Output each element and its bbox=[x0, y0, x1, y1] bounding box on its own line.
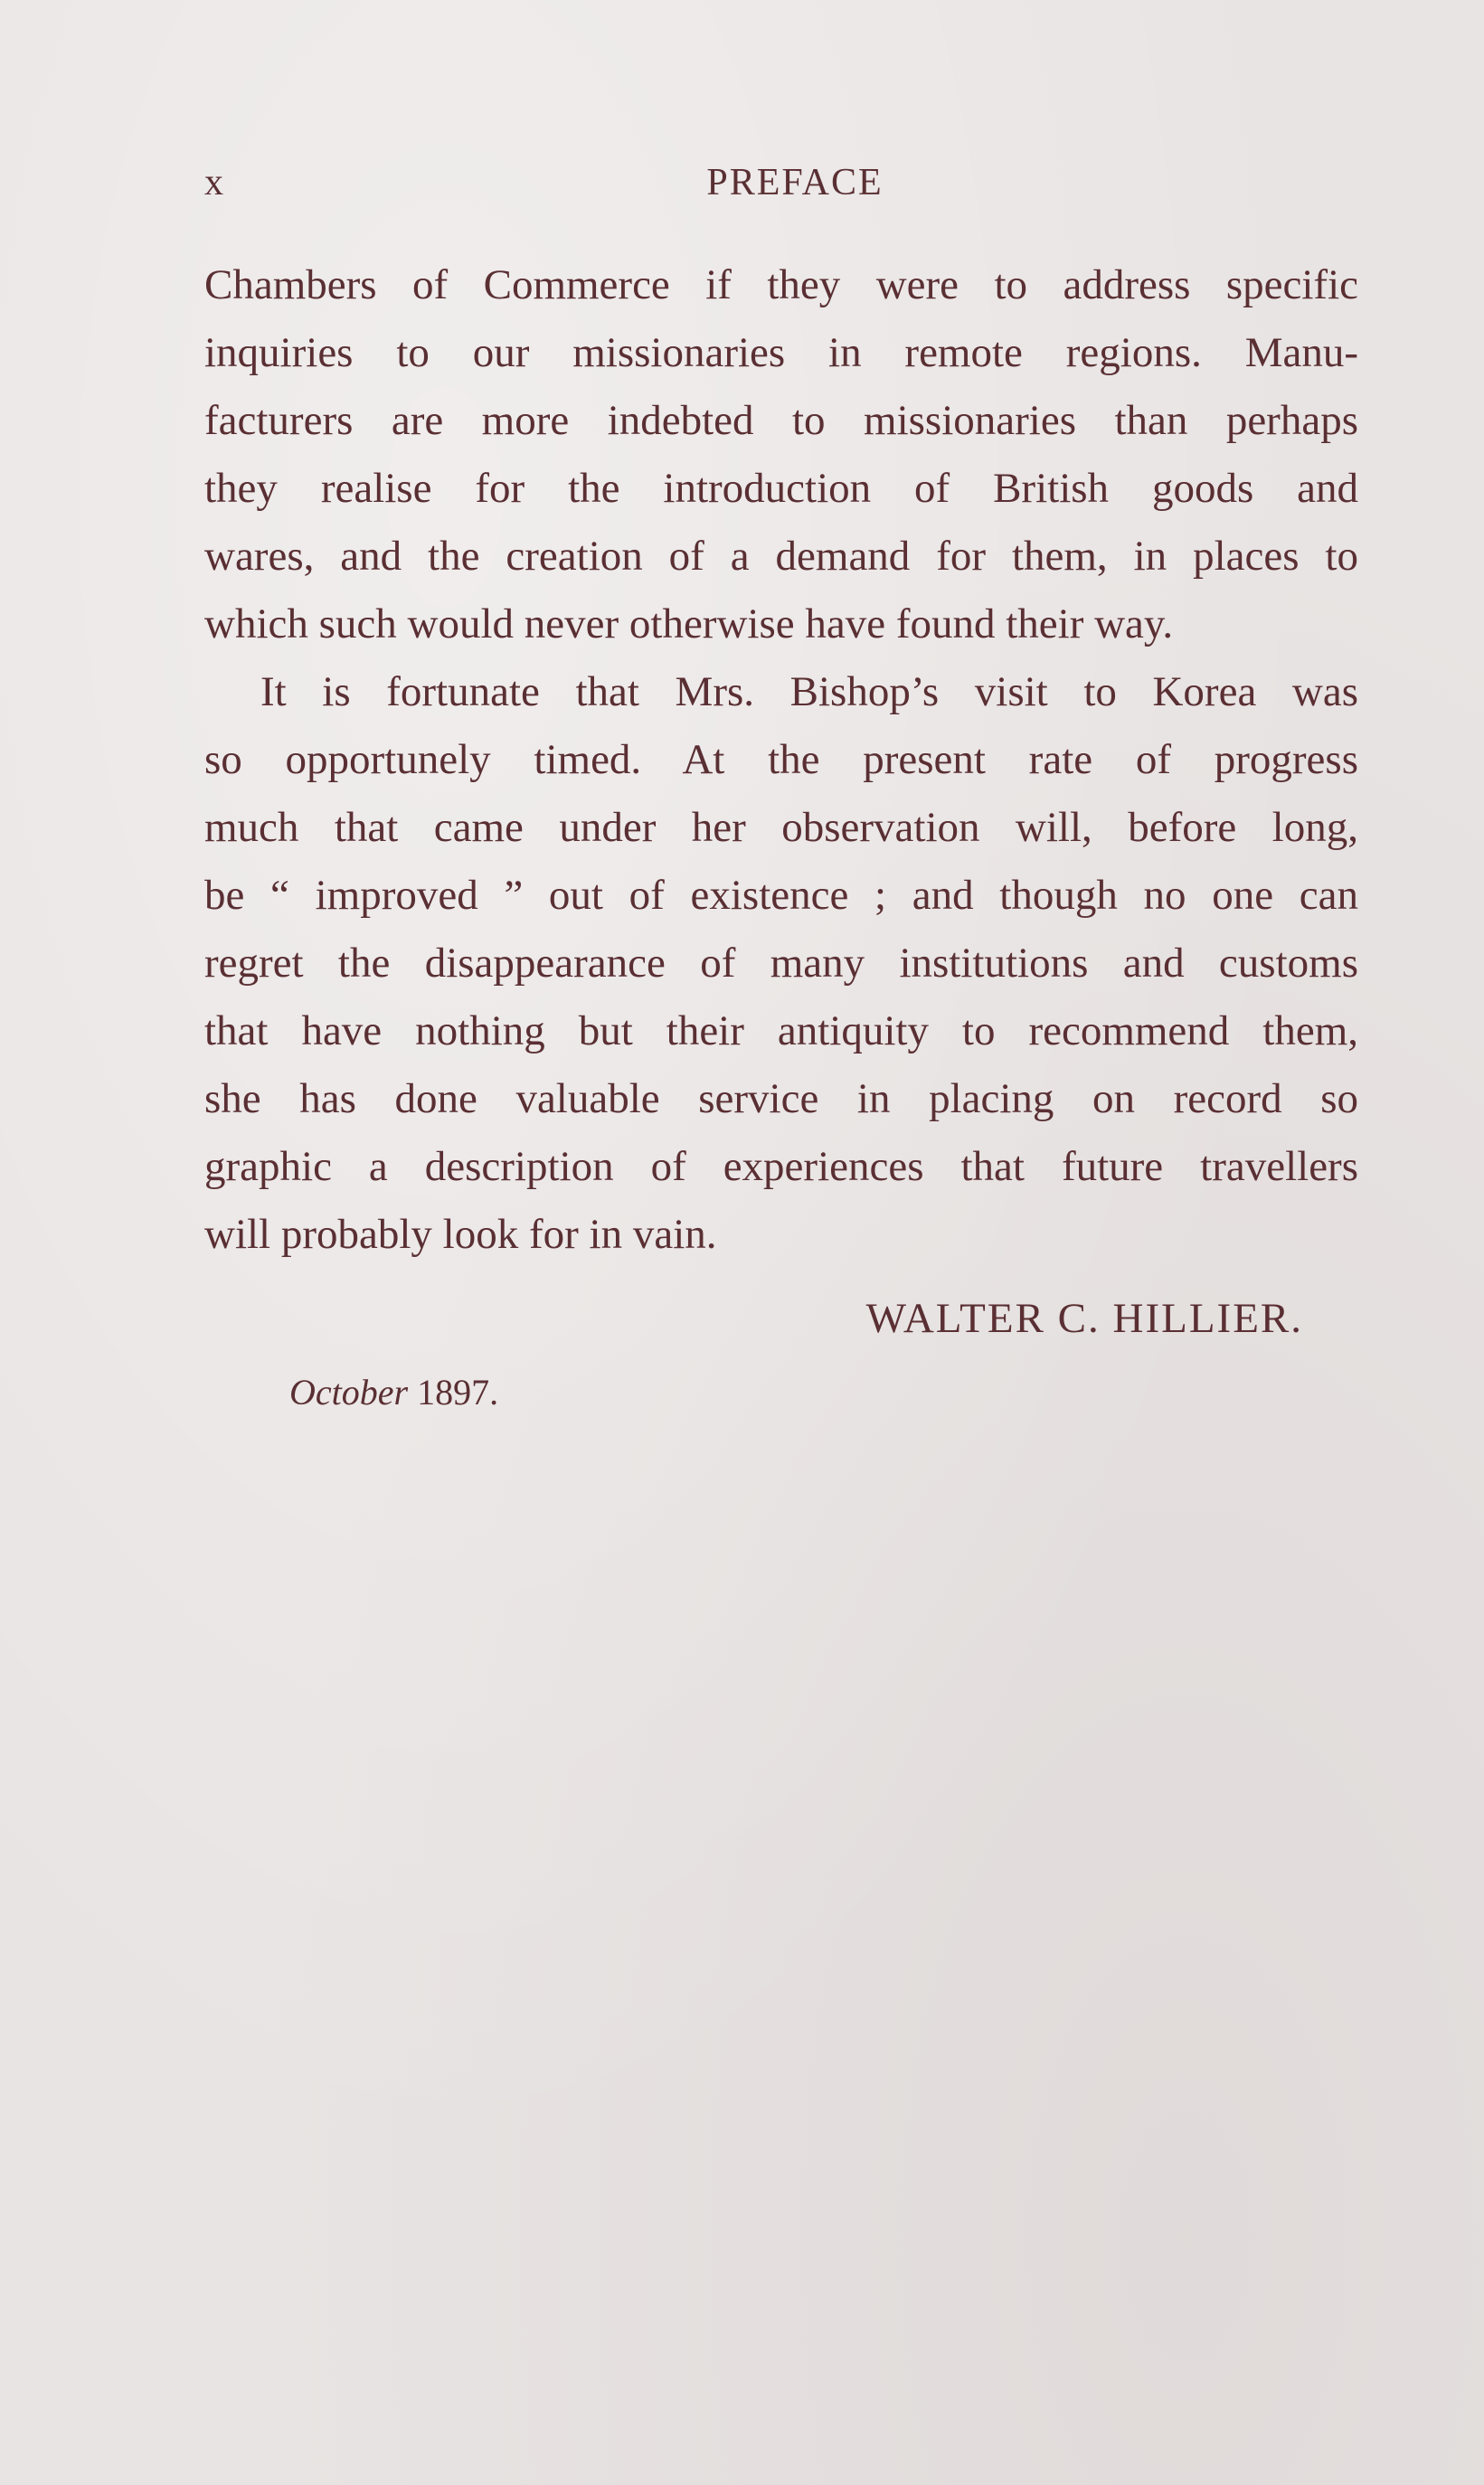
signature: WALTER C. HILLIER. bbox=[865, 1295, 1303, 1342]
preface-text bbox=[204, 251, 1358, 1269]
page-title: PREFACE bbox=[706, 162, 884, 203]
text-line: wares, and the creation of a demand for them, in places to bbox=[204, 533, 1358, 580]
date-month: October bbox=[289, 1372, 409, 1413]
text-line: regret the disappearance of many institutions and customs bbox=[204, 940, 1358, 987]
page-number: x bbox=[204, 162, 225, 203]
text-line: graphic a description of experiences that future travellers bbox=[204, 1143, 1358, 1190]
running-head bbox=[204, 161, 1358, 215]
text-line: they realise for the introduction of British goods and bbox=[204, 465, 1358, 512]
text-line: that have nothing but their antiquity to recommend them, bbox=[204, 1007, 1358, 1054]
text-line: much that came under her observation will, before long, bbox=[204, 804, 1358, 851]
date-line bbox=[289, 1370, 498, 1415]
text-line: Chambers of Commerce if they were to address specific bbox=[204, 261, 1358, 308]
text-line: which such would never otherwise have found their way. bbox=[204, 600, 1174, 647]
text-line: be “ improved ” out of existence ; and though no one can bbox=[204, 872, 1358, 919]
text-line: will probably look for in vain. bbox=[204, 1211, 717, 1258]
date-year: 1897. bbox=[417, 1372, 499, 1413]
text-line: It is fortunate that Mrs. Bishop’s visit to Korea was bbox=[260, 668, 1358, 715]
text-line: so opportunely timed. At the present rate of progress bbox=[204, 736, 1358, 783]
text-line: she has done valuable service in placing on record so bbox=[204, 1075, 1358, 1122]
text-line: inquiries to our missionaries in remote regions. Manu- bbox=[204, 329, 1358, 376]
text-line: facturers are more indebted to missionaries than perhaps bbox=[204, 397, 1358, 444]
